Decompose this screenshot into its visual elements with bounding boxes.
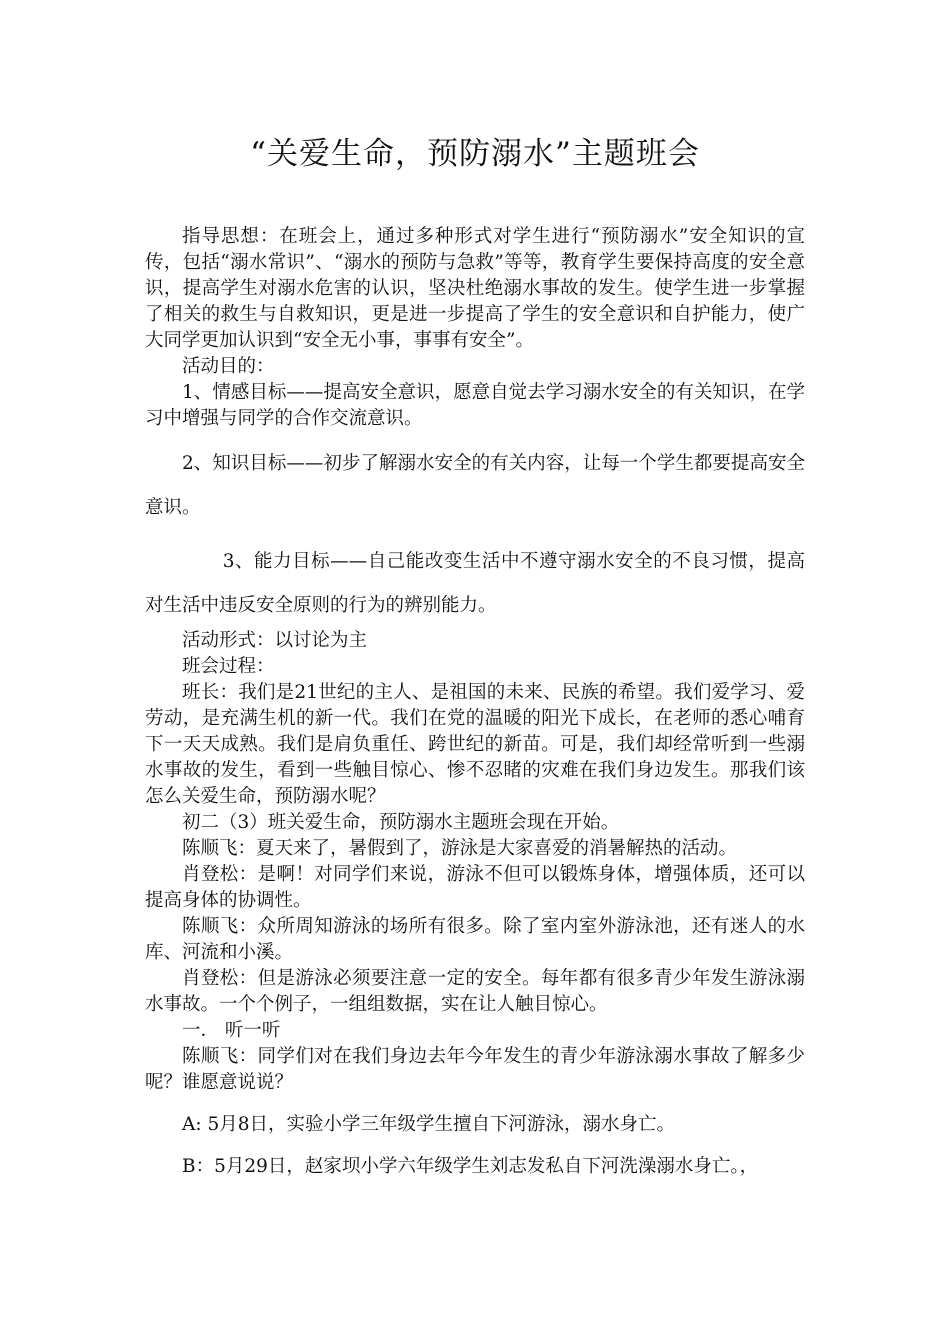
paragraph-activity-purpose-heading: 活动目的： xyxy=(182,356,275,377)
paragraph-goal-knowledge: 2、知识目标——初步了解溺水安全的有关内容，让每一个学生都要提高安全意识。 xyxy=(145,453,805,518)
paragraph-activity-form: 活动形式：以讨论为主 xyxy=(182,630,368,651)
paragraph-goal-emotion: 1、情感目标——提高安全意识，愿意自觉去学习溺水安全的有关知识，在学习中增强与同学的合作交流意识。 xyxy=(145,382,805,429)
paragraph-meeting-process-heading: 班会过程： xyxy=(182,656,275,677)
document-body xyxy=(145,224,805,1180)
section-heading-listen: 一． 听一听 xyxy=(182,1020,281,1041)
document-title: “关爱生命，预防溺水”主题班会 xyxy=(250,136,700,172)
paragraph-case-b: B：5月29日，赵家坝小学六年级学生刘志发私自下河洗澡溺水身亡。， xyxy=(182,1156,759,1177)
paragraph-dialogue-xiao-1: 肖登松：是啊！对同学们来说，游泳不但可以锻炼身体，增强体质，还可以提高身体的协调性。 xyxy=(145,864,805,911)
paragraph-meeting-start: 初二（3）班关爱生命，预防溺水主题班会现在开始。 xyxy=(182,812,620,833)
paragraph-monitor-speech: 班长：我们是21世纪的主人、是祖国的未来、民族的希望。我们爱学习、爱劳动，是充满生机的新一代。我们在党的温暖的阳光下成长，在老师的悉心哺育下一天天成熟。我们是肩负重任、跨世纪的新苗。可是，我们却经常听到一些溺水事故的发生，看到一些触目惊心、惨不忍睹的灾难在我们身边发生。那我们该怎么关爱生命，预防溺水呢？ xyxy=(145,682,805,807)
paragraph-dialogue-chen-3: 陈顺飞：同学们对在我们身边去年今年发生的青少年游泳溺水事故了解多少呢？谁愿意说说？ xyxy=(145,1046,805,1093)
paragraph-dialogue-chen-1: 陈顺飞：夏天来了，暑假到了，游泳是大家喜爱的消暑解热的活动。 xyxy=(182,838,738,859)
paragraph-dialogue-xiao-2: 肖登松：但是游泳必须要注意一定的安全。每年都有很多青少年发生游泳溺水事故。一个个例子，一组组数据，实在让人触目惊心。 xyxy=(145,968,805,1015)
paragraph-case-a: A: 5月8日，实验小学三年级学生擅自下河游泳，溺水身亡。 xyxy=(182,1114,676,1135)
paragraph-goal-ability: 3、能力目标——自己能改变生活中不遵守溺水安全的不良习惯，提高对生活中违反安全原则的行为的辨别能力。 xyxy=(145,551,805,616)
paragraph-guiding-idea: 指导思想：在班会上，通过多种形式对学生进行“预防溺水”安全知识的宣传，包括“溺水常识”、“溺水的预防与急救”等等，教育学生要保持高度的安全意识，提高学生对溺水危害的认识，坚决杜绝溺水事故的发生。使学生进一步掌握了相关的救生与自救知识，更是进一步提高了学生的安全意识和自护能力，使广大同学更加认识到“安全无小事，事事有安全”。 xyxy=(145,226,805,351)
paragraph-dialogue-chen-2: 陈顺飞：众所周知游泳的场所有很多。除了室内室外游泳池，还有迷人的水库、河流和小溪。 xyxy=(145,916,805,963)
